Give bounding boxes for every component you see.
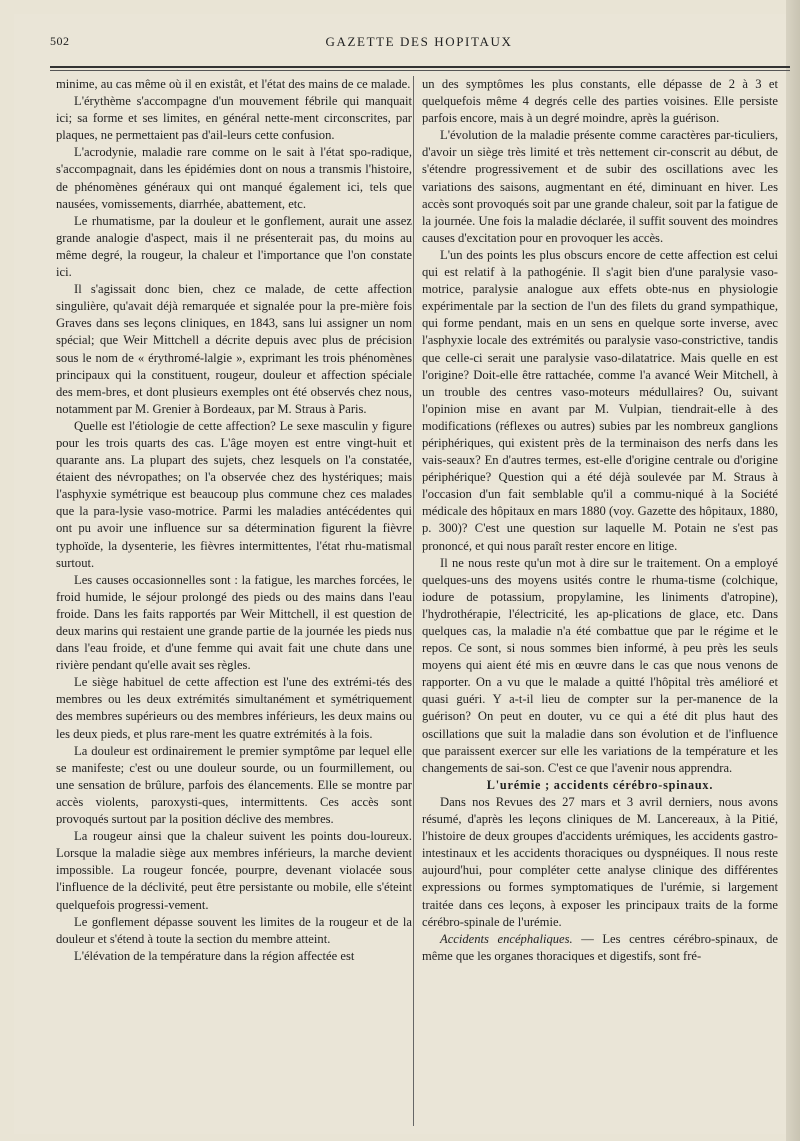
paragraph: La douleur est ordinairement le premier symptôme par lequel elle se manifeste; c'est ou une douleur sourde, ou un fourmillement, ou une sensation de brûlure, parfois des élancements. Elle se montre par accès violents, paroxysti-ques, intermittents. Ces accès sont provoqués surtout par la position déclive des membres. [56, 743, 412, 827]
left-column [56, 76, 412, 965]
page-number: 502 [50, 34, 70, 48]
paragraph: Le rhumatisme, par la douleur et le gonflement, aurait une assez grande analogie d'aspect, mais il ne présenterait pas, du moins au même degré, la rougeur, la chaleur et l'importance que l'on constate ici. [56, 213, 412, 280]
right-column [422, 76, 778, 965]
section-heading: L'urémie ; accidents cérébro-spinaux. [486, 777, 714, 792]
paragraph: L'acrodynie, maladie rare comme on le sait à l'état spo-radique, s'accompagnait, dans les épidémies dont on nous a transmis l'histoire, de phénomènes généraux qui ont manqué également ici, tels que nausées, vomissements, diarrhée, abattement, etc. [56, 145, 412, 211]
paragraph: Quelle est l'étiologie de cette affection? Le sexe masculin y figure pour les trois quarts des cas. L'âge moyen est entre vingt-huit et quarante ans. La plupart des sujets, chez lesquels on l'a constatée, étaient des névropathes; on l'a observée chez des hystériques; mais l'asphyxie symétrique est beaucoup plus commune chez ces malades que la para-lysie vaso-motrice. Parmi les maladies antécédentes qui ont pu avoir une influence sur sa détermination figurent la fièvre typhoïde, la dysenterie, les fièvres intermittentes, l'état rhu-matismal surtout. [56, 418, 412, 570]
paragraph: Le siège habituel de cette affection est l'une des extrémi-tés des membres ou les deux extrémités simultanément et symétriquement des membres supérieurs ou des membres inférieurs, les deux mains ou les deux pieds, et plus rare-ment les quatre extrémités à la fois. [56, 675, 412, 741]
paragraph: L'élévation de la température dans la région affectée est [74, 948, 355, 963]
paragraph: Le gonflement dépasse souvent les limites de la rougeur et de la douleur et s'étend à toute la section du membre atteint. [56, 914, 412, 946]
paragraph: un des symptômes les plus constants, elle dépasse de 2 à 3 et quelquefois même 4 degrés celle des parties voisines. Elle persiste parfois encore, mais à un degré moindre, après la guérison. [422, 77, 778, 126]
column-divider [413, 76, 414, 1126]
paragraph-last [422, 931, 778, 965]
paragraph: L'érythème s'accompagne d'un mouvement fébrile qui manquait ici; sa forme et ses limites, en général nette-ment circonscrites, par plaques, ne permettaient pas d'ail-leurs cette confusion. [56, 94, 412, 143]
page-edge [786, 0, 800, 1141]
paragraph: Il ne nous reste qu'un mot à dire sur le traitement. On a employé quelques-uns des moyens usités contre le rhuma-tisme (colchique, iodure de potassium, propylamine, les liniments d'atropine), l'hydrothérapie, l'électricité, les ap-plications de glace, etc. Dans quelques cas, la maladie n'a été combattue que par le régime et le repos. Ce sont, si nous sommes bien informé, à peu près les seuls moyens qui aient été mis en œuvre dans le cas que nous venons de rapporter. On a vu que le malade a quitté l'hôpital très amélioré et quasi guéri. Y a-t-il lieu de compter sur la per-manence de la guérison? On peut en douter, vu ce qui a été dit plus haut des oscillations que suit la maladie dans son évolution et de l'influence que paraissent exercer sur elle les variations de la température et les changements de sai-son. C'est ce que l'avenir nous apprendra. [422, 555, 778, 775]
paragraph: L'un des points les plus obscurs encore de cette affection est celui qui est relatif à la pathogénie. Il s'agit bien d'une paralysie vaso-motrice, paralysie analogue aux effets obte-nus en physiologie expérimentale par la section de l'un des filets du grand sympathique, qui forme pendant, mais en un sens en quelque sorte inverse, avec l'asphyxie locale des extrémités ou paralysie vaso-constrictive, tandis que celle-ci serait une paralysie vaso-dilatatrice. Mais quelle en est l'origine? Doit-elle être rattachée, comme l'a avancé Weir Mitchell, à un trouble des centres vaso-moteurs médullaires? Ou, suivant l'opinion mise en avant par M. Vulpian, tiendrait-elle à des modifications (réflexes ou autres) subies par les nombreux ganglions périphériques, qui existent près de la terminaison des nerfs dans les vais-seaux? En d'autres termes, est-elle d'origine centrale ou d'origine périphérique? Question qui a été déjà soulevée par M. Straus à l'occasion d'un fait semblable qu'il a commu-niqué à la Société médicale des hôpitaux en mars 1880 (voy. Gazette des hôpitaux, 1880, p. 300)? C'est une question sur laquelle M. Potain ne s'est pas prononcé, et qui nous paraît rester encore en litige. [422, 247, 778, 553]
paragraph: Les causes occasionnelles sont : la fatigue, les marches forcées, le froid humide, le séjour prolongé des pieds ou des mains dans l'eau froide. Dans les faits rapportés par Weir Mittchell, il est question de deux marins qui restaient une grande partie de la journée les pieds nus dans l'eau froide, et d'une femme qui avait fait une chute dans une rivière pendant qu'elle avait ses règles. [56, 572, 412, 673]
journal-title: GAZETTE DES HOPITAUX [325, 34, 513, 49]
paragraph-text: — Les centres cérébro-spinaux, de même que les organes thoraciques et digestifs, sont fré- [422, 931, 778, 963]
paragraph: minime, au cas même où il en existât, et l'état des mains de ce malade. [56, 77, 411, 91]
paragraph: La rougeur ainsi que la chaleur suivent les points dou-loureux. Lorsque la maladie siège aux membres inférieurs, la marche devient impossible. La rougeur foncée, pourpre, devenant violacée sous l'influence de la déclivité, peut être persistante ou mobile, elle s'éteint quelquefois progressi-vement. [56, 829, 412, 912]
paragraph: Dans nos Revues des 27 mars et 3 avril derniers, nous avons résumé, d'après les leçons cliniques de M. Lancereaux, à la Pitié, l'histoire de deux groupes d'accidents urémiques, les accidents gastro-intestinaux et les accidents thoraciques ou dyspnéiques. Il nous reste aujourd'hui, pour compléter cette analyse clinique des différentes expressions ou formes symptomatiques de l'urémie, si largement traitée dans ces leçons, à exposer les principaux traits de la forme cérébro-spinale de l'urémie. [422, 794, 778, 929]
paragraph: Il s'agissait donc bien, chez ce malade, de cette affection singulière, qu'avait déjà remarquée et signalée pour la pre-mière fois Graves dans ses leçons cliniques, en 1843, sans lui assigner un nom spécial; que Weir Mittchell a décrite depuis avec plus de précision sous le nom de « érythromé-lalgie », exprimant les trois phénomènes principaux qui la constituent, rougeur, douleur et affection spéciale des mem-bres, et dont plusieurs exemples ont été observés chez nous, notamment par M. Grenier à Bordeaux, par M. Straus à Paris. [56, 282, 412, 416]
header-rule [50, 66, 790, 68]
paragraph: L'évolution de la maladie présente comme caractères par-ticuliers, d'avoir un siège très limité et très nettement cir-conscrit au début, de s'étendre progressivement et de subir des oscillations avec les variations des saisons, augmentant en été, diminuant en hiver. Les accès sont provoqués soit par une grande chaleur, soit par la fatigue de la journée. Une fois la maladie déclarée, il suffit souvent des moindres causes d'excitation pour en provoquer les accès. [422, 128, 778, 245]
subheading-italic: Accidents encéphaliques. [440, 931, 573, 946]
header-rule-thin [50, 70, 790, 71]
page-header [50, 28, 788, 58]
